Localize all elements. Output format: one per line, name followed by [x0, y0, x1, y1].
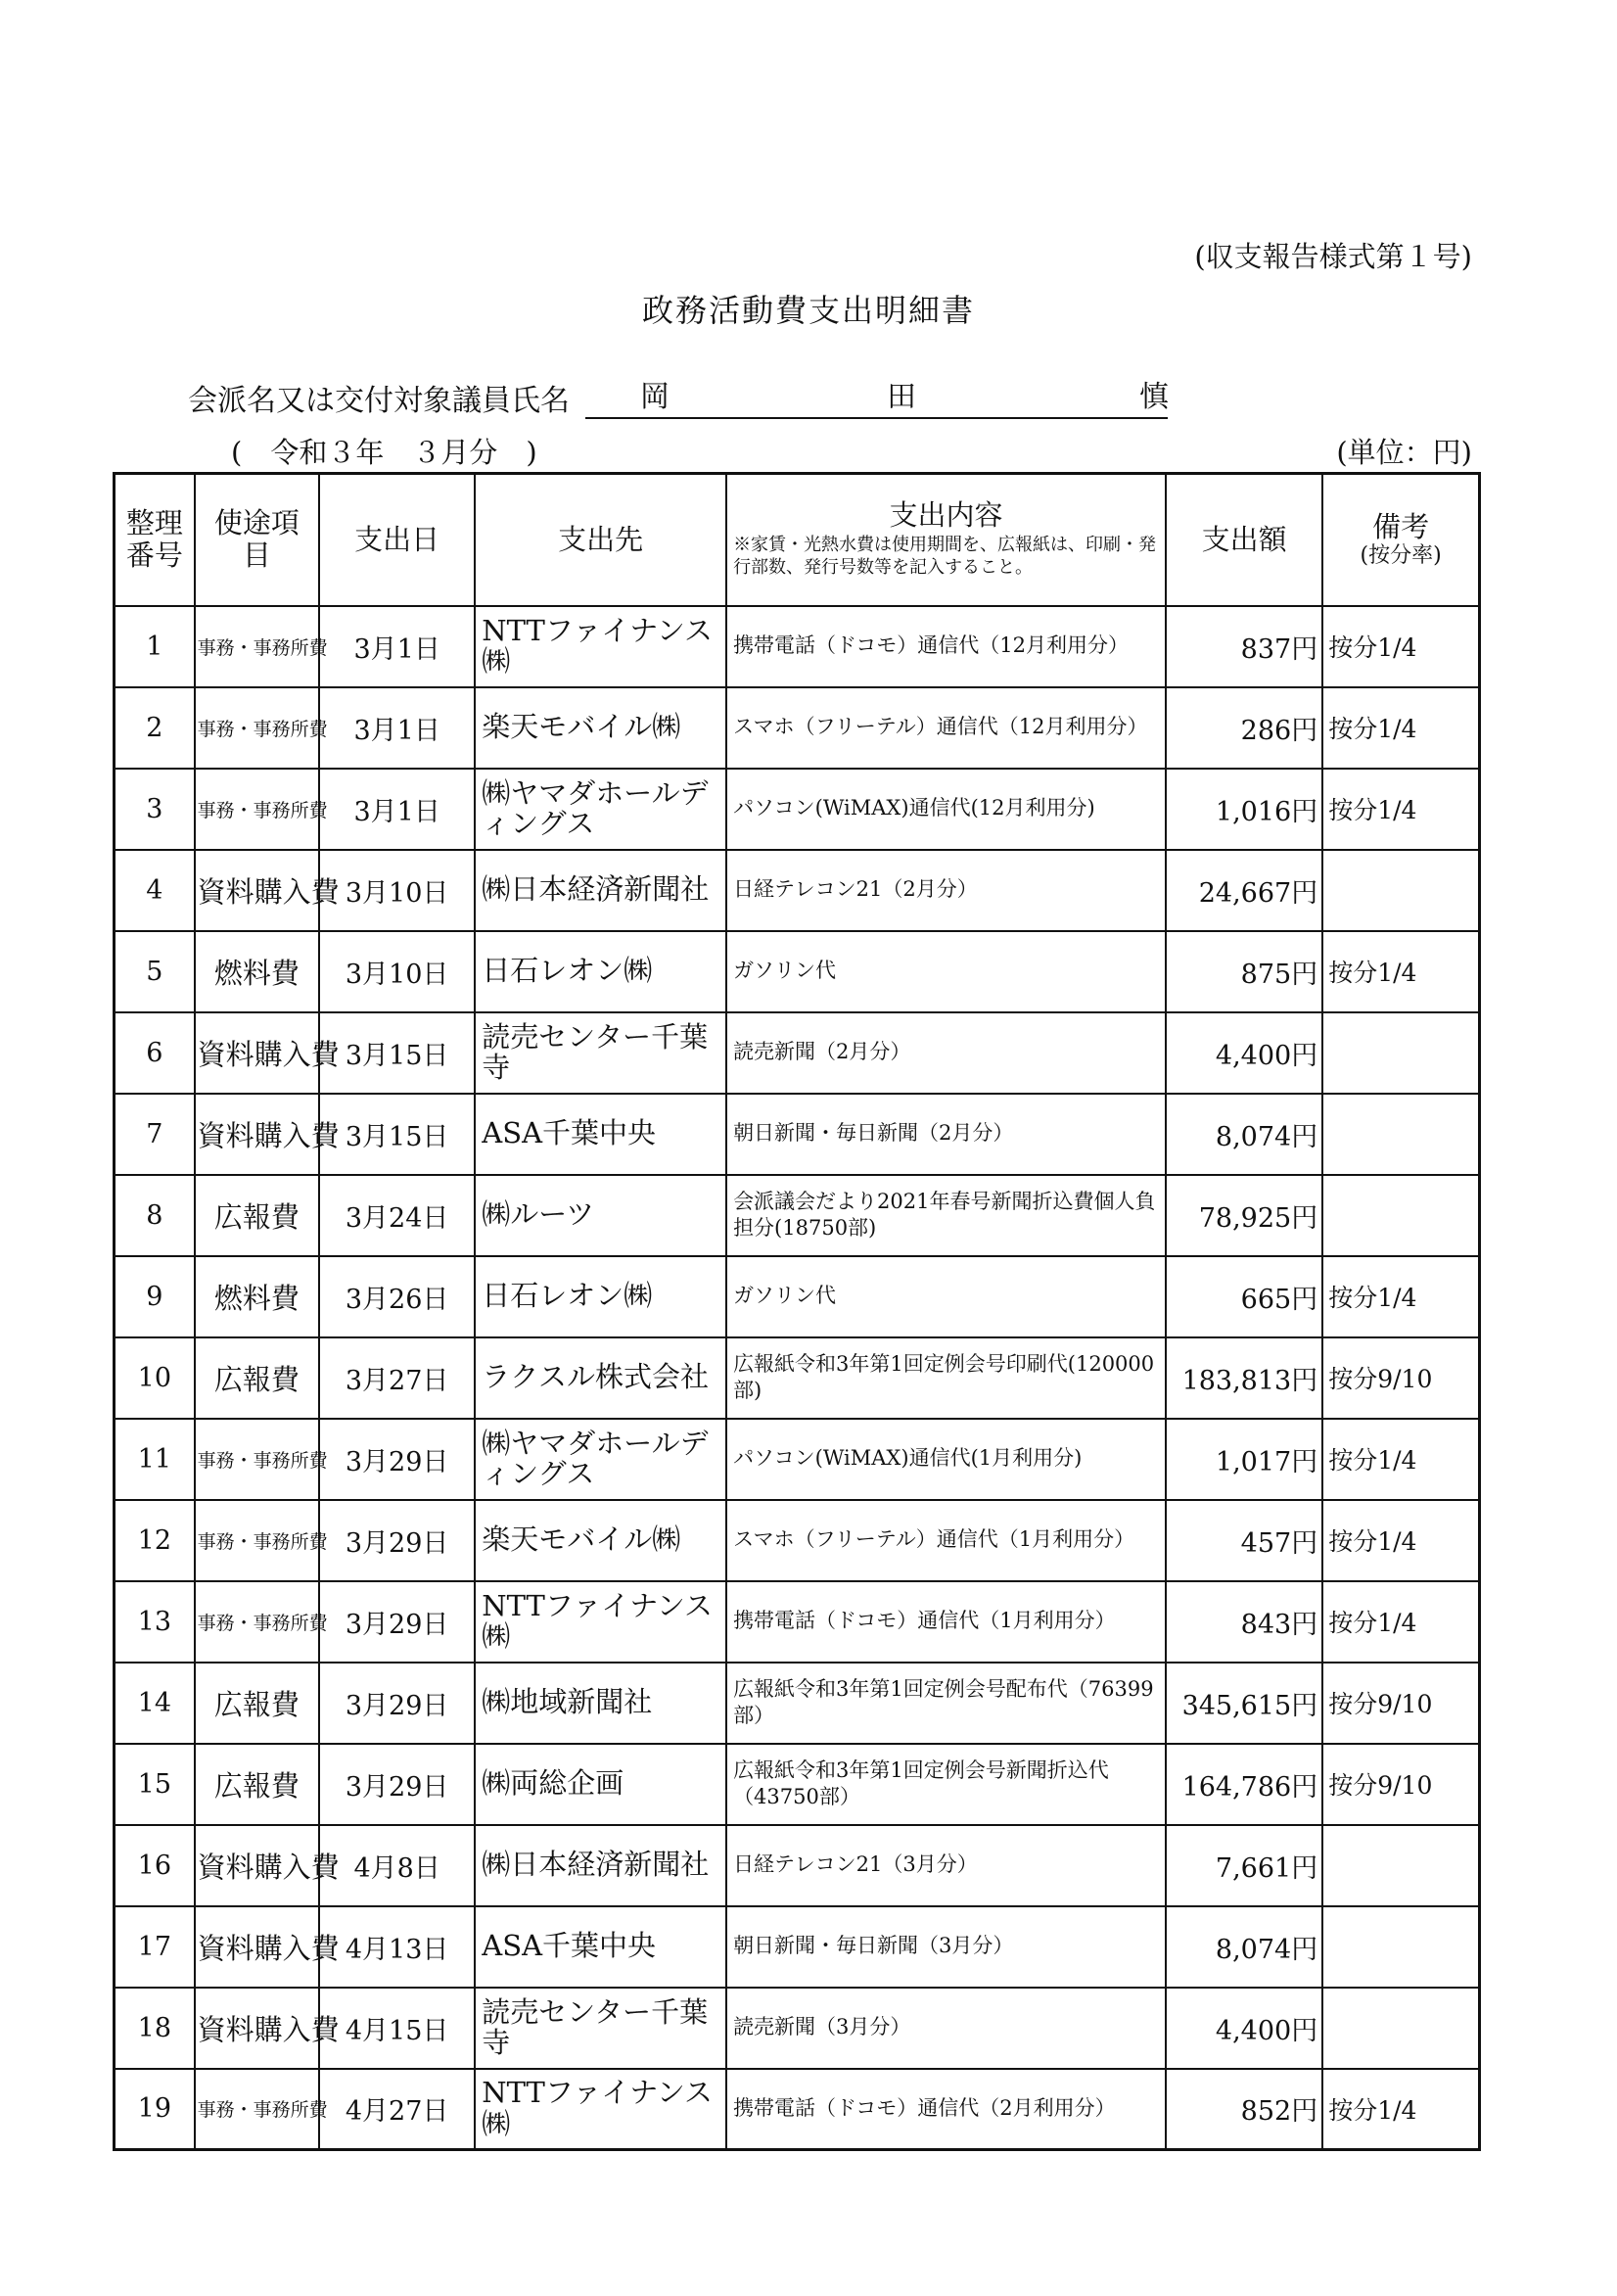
row-remark	[1322, 1906, 1479, 1988]
row-payee: NTTファイナンス㈱	[475, 2069, 726, 2150]
row-amount: 1,017円	[1166, 1419, 1322, 1500]
row-amount: 457円	[1166, 1500, 1322, 1581]
row-remark	[1322, 1012, 1479, 1094]
row-content: ガソリン代	[726, 1256, 1166, 1337]
row-category: 事務・事務所費	[195, 1419, 319, 1500]
row-content: 日経テレコン21（3月分）	[726, 1825, 1166, 1906]
row-remark	[1322, 1988, 1479, 2069]
row-remark: 按分1/4	[1322, 1581, 1479, 1663]
row-amount: 843円	[1166, 1581, 1322, 1663]
row-content: スマホ（フリーテル）通信代（1月利用分）	[726, 1500, 1166, 1581]
row-category: 資料購入費	[195, 1094, 319, 1175]
row-remark: 按分9/10	[1322, 1744, 1479, 1825]
header-remark-sub: (按分率)	[1360, 543, 1442, 569]
row-date: 3月27日	[319, 1337, 475, 1419]
row-category: 広報費	[195, 1337, 319, 1419]
table-row	[115, 1256, 1480, 1337]
row-amount: 183,813円	[1166, 1337, 1322, 1419]
row-category: 事務・事務所費	[195, 687, 319, 769]
row-payee: ㈱ルーツ	[475, 1175, 726, 1256]
row-payee: ASA千葉中央	[475, 1094, 726, 1175]
row-payee: 日石レオン㈱	[475, 931, 726, 1012]
row-category: 燃料費	[195, 1256, 319, 1337]
row-number: 8	[115, 1175, 195, 1256]
row-category: 資料購入費	[195, 1825, 319, 1906]
row-content: 携帯電話（ドコモ）通信代（2月利用分）	[726, 2069, 1166, 2150]
row-date: 3月1日	[319, 769, 475, 850]
header-amount: 支出額	[1166, 474, 1322, 606]
row-content: パソコン(WiMAX)通信代(12月利用分)	[726, 769, 1166, 850]
row-category: 広報費	[195, 1744, 319, 1825]
row-number: 1	[115, 606, 195, 687]
table-row	[115, 1094, 1480, 1175]
row-category: 広報費	[195, 1175, 319, 1256]
table-row	[115, 606, 1480, 687]
row-date: 3月29日	[319, 1581, 475, 1663]
row-amount: 4,400円	[1166, 1988, 1322, 2069]
row-payee: NTTファイナンス㈱	[475, 1581, 726, 1663]
row-category: 事務・事務所費	[195, 1581, 319, 1663]
row-amount: 852円	[1166, 2069, 1322, 2150]
row-number: 15	[115, 1744, 195, 1825]
row-date: 4月13日	[319, 1906, 475, 1988]
row-content: 朝日新聞・毎日新聞（3月分）	[726, 1906, 1166, 1988]
row-remark: 按分1/4	[1322, 769, 1479, 850]
row-date: 3月1日	[319, 606, 475, 687]
row-date: 3月10日	[319, 931, 475, 1012]
row-amount: 24,667円	[1166, 850, 1322, 931]
row-remark: 按分9/10	[1322, 1663, 1479, 1744]
row-date: 3月29日	[319, 1500, 475, 1581]
header-content-note: ※家賃・光熱水費は使用期間を、広報紙は、印刷・発行部数、発行号数等を記入すること。	[733, 535, 1157, 579]
row-date: 3月26日	[319, 1256, 475, 1337]
row-amount: 875円	[1166, 931, 1322, 1012]
document-title: 政務活動費支出明細書	[641, 292, 975, 329]
row-amount: 665円	[1166, 1256, 1322, 1337]
row-remark: 按分1/4	[1322, 1500, 1479, 1581]
row-remark: 按分1/4	[1322, 1419, 1479, 1500]
row-remark: 按分1/4	[1322, 687, 1479, 769]
row-number: 12	[115, 1500, 195, 1581]
row-remark: 按分1/4	[1322, 1256, 1479, 1337]
row-category: 資料購入費	[195, 1906, 319, 1988]
row-amount: 1,016円	[1166, 769, 1322, 850]
header-content-title: 支出内容	[889, 497, 1003, 532]
row-remark: 按分9/10	[1322, 1337, 1479, 1419]
row-content: 携帯電話（ドコモ）通信代（12月利用分）	[726, 606, 1166, 687]
row-payee: 楽天モバイル㈱	[475, 1500, 726, 1581]
row-payee: 読売センター千葉寺	[475, 1988, 726, 2069]
row-category: 広報費	[195, 1663, 319, 1744]
row-amount: 4,400円	[1166, 1012, 1322, 1094]
table-row	[115, 1663, 1480, 1744]
member-name-char: 岡	[640, 380, 670, 414]
row-remark	[1322, 850, 1479, 931]
row-category: 燃料費	[195, 931, 319, 1012]
member-name-char: 慎	[1139, 380, 1169, 414]
row-number: 4	[115, 850, 195, 931]
row-payee: ラクスル株式会社	[475, 1337, 726, 1419]
row-number: 6	[115, 1012, 195, 1094]
header-payee: 支出先	[475, 474, 726, 606]
row-category: 事務・事務所費	[195, 1500, 319, 1581]
row-amount: 837円	[1166, 606, 1322, 687]
row-date: 3月15日	[319, 1094, 475, 1175]
row-number: 19	[115, 2069, 195, 2150]
row-category: 事務・事務所費	[195, 769, 319, 850]
expense-table	[113, 472, 1481, 2151]
row-content: 広報紙令和3年第1回定例会号新聞折込代（43750部）	[726, 1744, 1166, 1825]
row-payee: 読売センター千葉寺	[475, 1012, 726, 1094]
row-amount: 286円	[1166, 687, 1322, 769]
table-row	[115, 687, 1480, 769]
row-content: 日経テレコン21（2月分）	[726, 850, 1166, 931]
row-content: スマホ（フリーテル）通信代（12月利用分）	[726, 687, 1166, 769]
header-remark	[1322, 474, 1479, 606]
row-content: 読売新聞（3月分）	[726, 1988, 1166, 2069]
header-date: 支出日	[319, 474, 475, 606]
row-content: 読売新聞（2月分）	[726, 1012, 1166, 1094]
row-content: 携帯電話（ドコモ）通信代（1月利用分）	[726, 1581, 1166, 1663]
row-number: 9	[115, 1256, 195, 1337]
row-remark	[1322, 1825, 1479, 1906]
row-number: 17	[115, 1906, 195, 1988]
row-number: 11	[115, 1419, 195, 1500]
header-remark-title: 備考	[1372, 509, 1430, 543]
row-payee: ㈱日本経済新聞社	[475, 1825, 726, 1906]
row-content: 会派議会だより2021年春号新聞折込費個人負担分(18750部)	[726, 1175, 1166, 1256]
row-amount: 8,074円	[1166, 1906, 1322, 1988]
row-date: 3月15日	[319, 1012, 475, 1094]
row-remark: 按分1/4	[1322, 2069, 1479, 2150]
table-row	[115, 2069, 1480, 2150]
row-date: 3月29日	[319, 1663, 475, 1744]
table-row	[115, 1906, 1480, 1988]
member-name-row	[188, 372, 1168, 419]
row-amount: 78,925円	[1166, 1175, 1322, 1256]
table-row	[115, 1337, 1480, 1419]
header-category: 使途項目	[195, 474, 319, 606]
row-number: 7	[115, 1094, 195, 1175]
row-number: 14	[115, 1663, 195, 1744]
row-payee: ㈱両総企画	[475, 1744, 726, 1825]
header-content	[726, 474, 1166, 606]
table-row	[115, 1419, 1480, 1500]
row-amount: 7,661円	[1166, 1825, 1322, 1906]
table-row	[115, 1744, 1480, 1825]
row-content: ガソリン代	[726, 931, 1166, 1012]
form-code: (収支報告様式第１号)	[1194, 240, 1472, 273]
row-number: 13	[115, 1581, 195, 1663]
row-number: 3	[115, 769, 195, 850]
row-date: 3月10日	[319, 850, 475, 931]
row-content: 広報紙令和3年第1回定例会号印刷代(120000部)	[726, 1337, 1166, 1419]
row-payee: ㈱日本経済新聞社	[475, 850, 726, 931]
table-row	[115, 1500, 1480, 1581]
row-content: 広報紙令和3年第1回定例会号配布代（76399部）	[726, 1663, 1166, 1744]
row-date: 3月29日	[319, 1419, 475, 1500]
row-remark: 按分1/4	[1322, 606, 1479, 687]
row-remark	[1322, 1175, 1479, 1256]
row-date: 3月24日	[319, 1175, 475, 1256]
row-payee: 楽天モバイル㈱	[475, 687, 726, 769]
table-row	[115, 1012, 1480, 1094]
row-content: 朝日新聞・毎日新聞（2月分）	[726, 1094, 1166, 1175]
table-row	[115, 769, 1480, 850]
row-category: 事務・事務所費	[195, 2069, 319, 2150]
row-number: 16	[115, 1825, 195, 1906]
row-payee: 日石レオン㈱	[475, 1256, 726, 1337]
name-label: 会派名又は交付対象議員氏名	[188, 384, 570, 418]
row-content: パソコン(WiMAX)通信代(1月利用分)	[726, 1419, 1166, 1500]
row-payee: ㈱ヤマダホールディングス	[475, 769, 726, 850]
header-no: 整理番号	[115, 474, 195, 606]
row-category: 事務・事務所費	[195, 606, 319, 687]
row-category: 資料購入費	[195, 1988, 319, 2069]
row-category: 資料購入費	[195, 1012, 319, 1094]
row-date: 4月8日	[319, 1825, 475, 1906]
table-row	[115, 850, 1480, 931]
row-date: 4月15日	[319, 1988, 475, 2069]
member-name-char: 田	[887, 380, 916, 414]
row-number: 5	[115, 931, 195, 1012]
row-number: 10	[115, 1337, 195, 1419]
row-amount: 164,786円	[1166, 1744, 1322, 1825]
row-payee: NTTファイナンス㈱	[475, 606, 726, 687]
row-number: 2	[115, 687, 195, 769]
report-period: ( 令和３年 ３月分 )	[231, 436, 537, 469]
row-amount: 8,074円	[1166, 1094, 1322, 1175]
table-row	[115, 1825, 1480, 1906]
row-payee: ㈱地域新聞社	[475, 1663, 726, 1744]
table-header-row	[115, 474, 1480, 606]
row-remark: 按分1/4	[1322, 931, 1479, 1012]
unit-label: (単位：円)	[1336, 436, 1472, 469]
row-number: 18	[115, 1988, 195, 2069]
row-date: 3月1日	[319, 687, 475, 769]
row-date: 4月27日	[319, 2069, 475, 2150]
table-row	[115, 1175, 1480, 1256]
row-date: 3月29日	[319, 1744, 475, 1825]
table-row	[115, 1581, 1480, 1663]
table-row	[115, 931, 1480, 1012]
row-payee: ASA千葉中央	[475, 1906, 726, 1988]
table-row	[115, 1988, 1480, 2069]
row-payee: ㈱ヤマダホールディングス	[475, 1419, 726, 1500]
row-remark	[1322, 1094, 1479, 1175]
row-category: 資料購入費	[195, 850, 319, 931]
row-amount: 345,615円	[1166, 1663, 1322, 1744]
member-name-field	[585, 372, 1168, 419]
